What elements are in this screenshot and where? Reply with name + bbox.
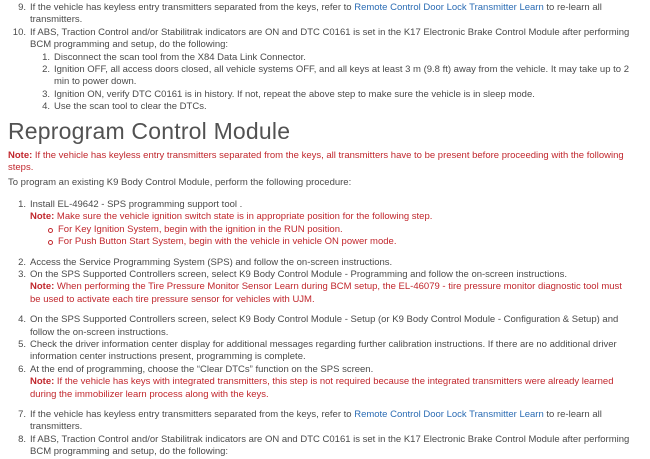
step-text: Disconnect the scan tool from the X84 Data Link Connector. <box>54 51 306 63</box>
procedure-steps-list <box>8 199 632 459</box>
list-item <box>30 64 632 89</box>
list-item-number: 10. <box>12 26 26 38</box>
list-item-number: 1. <box>18 198 26 210</box>
list-item-number: 7. <box>18 408 26 420</box>
step-note <box>30 281 632 306</box>
list-item <box>8 364 632 401</box>
circle-bullet-icon <box>48 228 53 233</box>
list-item <box>8 269 632 306</box>
list-item-number: 4. <box>42 101 50 113</box>
list-item <box>8 2 632 27</box>
list-item <box>8 199 632 249</box>
list-item <box>30 89 632 101</box>
list-item <box>8 339 632 364</box>
step-text: Install EL-49642 - SPS programming support tool . <box>30 198 243 210</box>
list-item-text <box>30 2 632 27</box>
list-item-text <box>30 409 632 434</box>
step-text: Ignition ON, verify DTC C0161 is in history. If not, repeat the above step to make sure the vehicle is in sleep mode. <box>54 88 535 100</box>
list-item <box>30 52 632 64</box>
bullet-text: For Push Button Start System, begin with the vehicle in vehicle ON power mode. <box>58 236 397 248</box>
bullet-text: For Key Ignition System, begin with the ignition in the RUN position. <box>58 223 343 235</box>
list-item-number: 8. <box>18 433 26 445</box>
list-item <box>48 224 632 236</box>
list-item-number: 3. <box>42 88 50 100</box>
note-label: Note: <box>30 281 55 293</box>
step-text: If the vehicle has keyless entry transmitters separated from the keys, refer to <box>30 408 355 420</box>
step-text: If ABS, Traction Control and/or Stabilitrak indicators are ON and DTC C0161 is set in the K17 Electronic Brake Control Module after performing BCM programming and setup, do the following: <box>30 26 630 51</box>
step-text: At the end of programming, choose the “Clear DTCs” function on the SPS screen. <box>30 363 374 375</box>
step-text: Use the scan tool to clear the DTCs. <box>54 101 207 113</box>
page-title: Reprogram Control Module <box>8 117 291 144</box>
step-text: Access the Service Programming System (SPS) and follow the on-screen instructions. <box>30 256 393 268</box>
list-item-number: 6. <box>18 363 26 375</box>
list-item <box>8 314 632 339</box>
note-label: Note: <box>30 211 55 223</box>
note-text: If the vehicle has keys with integrated transmitters, this step is not required because the integrated transmitters were already learned during the immobilizer learn process along with the keys. <box>30 376 614 400</box>
step-text: On the SPS Supported Controllers screen, select K9 Body Control Module - Setup (or K9 Body Control Module - Configuration & Setup) and follow the on-screen instructions. <box>30 314 619 338</box>
list-item-number: 2. <box>42 64 50 76</box>
note-bullet-list <box>30 224 632 249</box>
note-label: Note: <box>8 149 33 161</box>
note-text: If the vehicle has keyless entry transmitters separated from the keys, all transmitters have to be present before proceeding with the following steps. <box>8 149 624 174</box>
note-text: When performing the Tire Pressure Monitor Sensor Learn during BCM setup, the EL-46079 - tire pressure monitor diagnostic tool must be used to activate each tire pressure sensor for vehicles with UJM. <box>30 281 622 305</box>
remote-control-door-lock-transmitter-learn-link[interactable]: Remote Control Door Lock Transmitter Learn <box>354 408 544 420</box>
remote-control-door-lock-transmitter-learn-link[interactable]: Remote Control Door Lock Transmitter Learn <box>354 2 544 13</box>
section-intro: To program an existing K9 Body Control Module, perform the following procedure: <box>8 177 352 189</box>
list-item <box>8 257 632 269</box>
circle-bullet-icon <box>48 240 53 245</box>
step-text: If ABS, Traction Control and/or Stabilitrak indicators are ON and DTC C0161 is set in the K17 Electronic Brake Control Module after performing BCM programming and setup, do the following: <box>30 433 630 458</box>
step-text: If the vehicle has keyless entry transmitters separated from the keys, refer to <box>30 2 355 13</box>
list-item <box>30 101 632 113</box>
list-item <box>8 434 632 459</box>
list-item <box>8 409 632 434</box>
list-item <box>8 27 632 114</box>
list-item <box>48 236 632 248</box>
step-note <box>30 211 632 223</box>
list-item-number: 3. <box>18 268 26 280</box>
step-text: Check the driver information center display for additional messages regarding further calibration instructions. If there are no additional driver information center instructions present, programming is complete. <box>30 338 617 363</box>
step-note <box>30 376 632 401</box>
step-text: to re-learn all transmitters. <box>30 2 602 26</box>
note-text: Make sure the vehicle ignition switch state is in appropriate position for the following step. <box>54 211 433 223</box>
step-text: On the SPS Supported Controllers screen, select K9 Body Control Module - Programming and follow the on-screen instructions. <box>30 268 568 280</box>
section-note <box>8 150 632 175</box>
list-item-number: 5. <box>18 338 26 350</box>
sub-list <box>30 52 632 114</box>
list-item-number: 4. <box>18 314 26 326</box>
prelude-list <box>8 2 632 114</box>
step-text: Ignition OFF, all access doors closed, all vehicle systems OFF, and all keys at least 3 m (9.8 ft) away from the vehicle. It may take up to 2 min to power down. <box>54 64 629 88</box>
note-label: Note: <box>30 376 55 388</box>
list-item-number: 2. <box>18 256 26 268</box>
list-item-number: 1. <box>42 51 50 63</box>
list-item-number: 9. <box>18 2 26 13</box>
step-text: to re-learn all transmitters. <box>30 408 602 433</box>
